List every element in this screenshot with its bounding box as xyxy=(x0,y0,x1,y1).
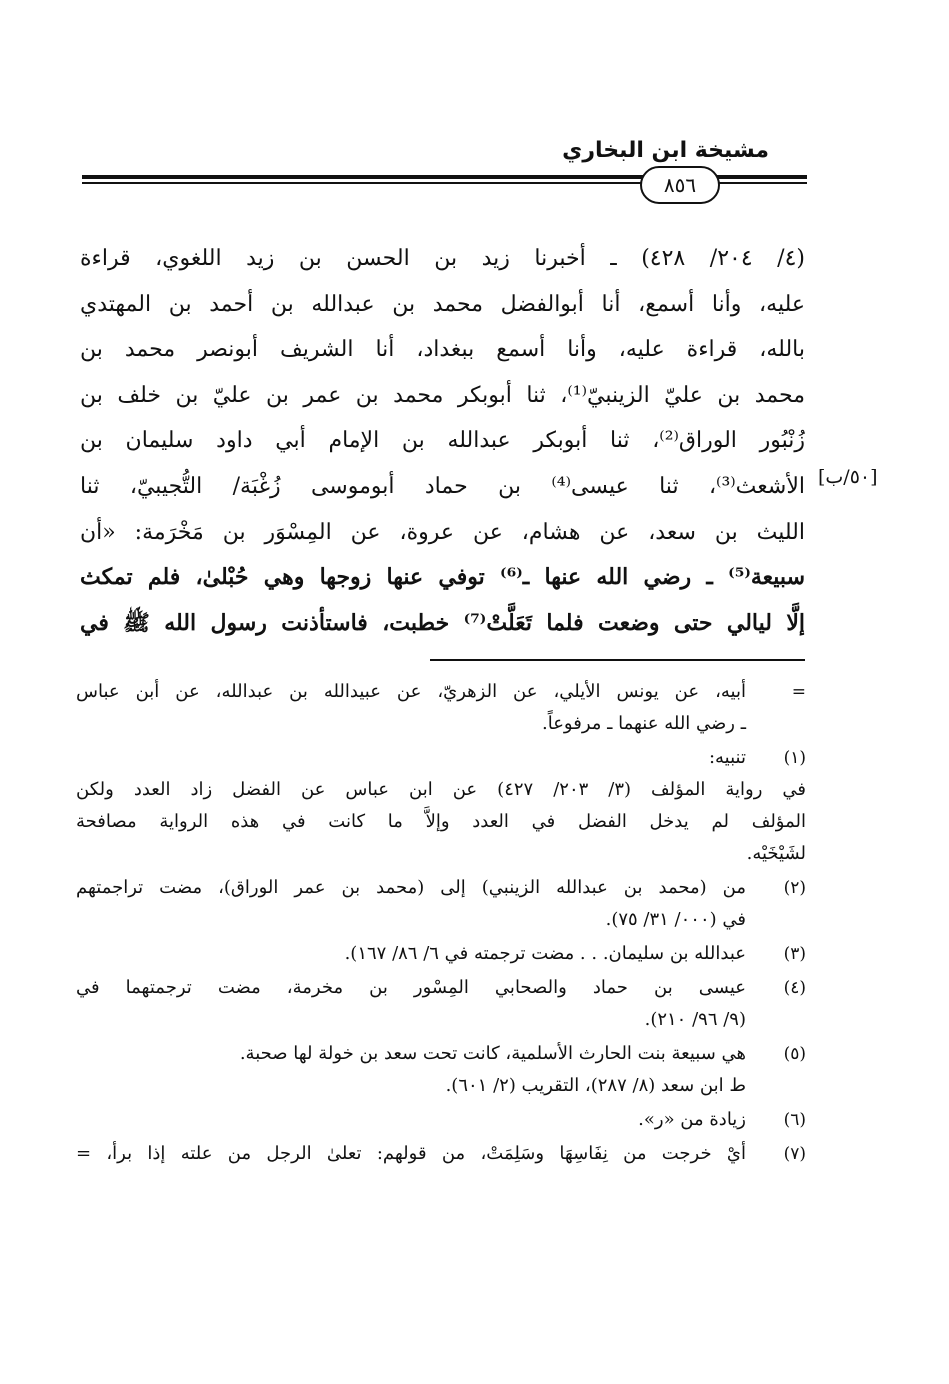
footnote-1 xyxy=(76,742,811,870)
footnote-line: ط ابن سعد (٨/ ٢٨٧)، التقريب (٢/ ٦٠١). xyxy=(445,1075,746,1096)
footnote-number: (٢) xyxy=(783,878,806,898)
footnote-number: (١) xyxy=(783,748,806,768)
footnote-line: عبدالله بن سليمان. . . مضت ترجمته في ٦/ ٨٦/ ١٦٧). xyxy=(344,943,746,964)
book-title: مشيخة ابن البخاري xyxy=(562,138,769,163)
footnote-separator xyxy=(430,659,805,661)
manuscript-folio-marker: [٥٠/ب] xyxy=(818,466,878,488)
main-line: الليث بن سعد، عن هشام، عن عروة، عن المِسْوَر بن مَخْرَمة: «أن xyxy=(80,519,805,545)
main-line-hadith: سبيعة⁽⁵⁾ ـ رضي الله عنها ـ⁽⁶⁾ توفي عنها زوجها وهي حُبْلىٰ، فلم تمكث xyxy=(80,564,805,591)
footnote-4 xyxy=(76,972,811,1036)
main-line: (٤/ ٢٠٤/ ٤٢٨) ـ أخبرنا زيد بن الحسن بن زيد اللغوي، قراءة xyxy=(80,246,805,271)
footnote-number: = xyxy=(791,682,806,702)
footnote-line: في رواية المؤلف (٣/ ٢٠٣/ ٤٢٧) عن ابن عباس عن الفضل زاد العدد ولكن xyxy=(76,779,806,800)
footnote-number: (٥) xyxy=(783,1044,806,1064)
footnote-line: تنبيه: xyxy=(708,747,746,768)
footnote-number: (٧) xyxy=(783,1144,806,1164)
main-line: عليه، وأنا أسمع، أنا أبوالفضل محمد بن عبدالله بن أحمد بن المهتدي xyxy=(80,291,805,317)
footnote-line: ـ رضي الله عنهما ـ مرفوعاً. xyxy=(541,713,746,734)
footnote-continued xyxy=(76,676,811,740)
footnote-number: (٤) xyxy=(783,978,806,998)
main-line: زُنْبُور الوراق⁽²⁾، ثنا أبوبكر عبدالله بن الإمام أبي داود سليمان بن xyxy=(80,428,805,454)
footnote-line: من (محمد بن عبدالله الزينبي) إلى (محمد بن عمر الوراق)، مضت تراجمتهم xyxy=(76,877,746,898)
footnote-line: (٩/ ٩٦/ ٢١٠). xyxy=(644,1009,746,1030)
footnote-line: أيْ خرجت من نِفَاسِهَا وسَلِمَتْ، من قولهم: تعلىٰ الرجل من علته إذا برأ، = xyxy=(76,1143,746,1164)
footnote-line: في (٠٠٠/ ٣١/ ٧٥). xyxy=(605,909,746,930)
footnote-line: عيسى بن حماد والصحابي المِسْور بن مخرمة، مضت ترجمتهما في xyxy=(76,977,746,998)
main-line: بالله، قراءة عليه، وأنا أسمع ببغداد، أنا الشريف أبونصر محمد بن xyxy=(80,337,805,363)
footnote-line: زيادة من «ر». xyxy=(638,1109,746,1130)
main-line: محمد بن عليّ الزينبيّ⁽¹⁾، ثنا أبوبكر محمد بن عمر بن عليّ بن خلف بن xyxy=(80,382,805,408)
footnote-2 xyxy=(76,872,811,936)
page-number: ٨٥٦ xyxy=(640,166,720,204)
main-text xyxy=(80,236,805,646)
footnote-7 xyxy=(76,1138,811,1170)
footnote-line: هي سبيعة بنت الحارث الأسلمية، كانت تحت سعد بن خولة لها صحبة. xyxy=(239,1043,746,1064)
footnote-number: (٦) xyxy=(783,1110,806,1130)
footnote-6 xyxy=(76,1104,811,1136)
main-line-hadith: إلَّا ليالي حتى وضعت فلما تَعَلَّتْ⁽⁷⁾ خطبت، فاستأذنت رسول الله ﷺ في xyxy=(80,609,805,636)
footnote-line: أبيه، عن يونس الأيلي، عن الزهريّ، عن عبيدالله بن عبدالله، عن أبن عباس xyxy=(76,681,746,702)
footnotes xyxy=(76,676,811,1172)
main-line: الأشعث⁽³⁾، ثنا عيسى⁽⁴⁾ بن حماد أبوموسى زُغْبَة/ التُّجيبيّ، ثنا xyxy=(80,473,805,499)
footnote-line: لشَيْخَيْه. xyxy=(746,843,806,864)
footnote-line: المؤلف لم يدخل الفضل في العدد وإلاَّ ما كانت في هذه الرواية مصافحة xyxy=(76,811,806,832)
footnote-3 xyxy=(76,938,811,970)
footnote-5 xyxy=(76,1038,811,1102)
footnote-number: (٣) xyxy=(783,944,806,964)
